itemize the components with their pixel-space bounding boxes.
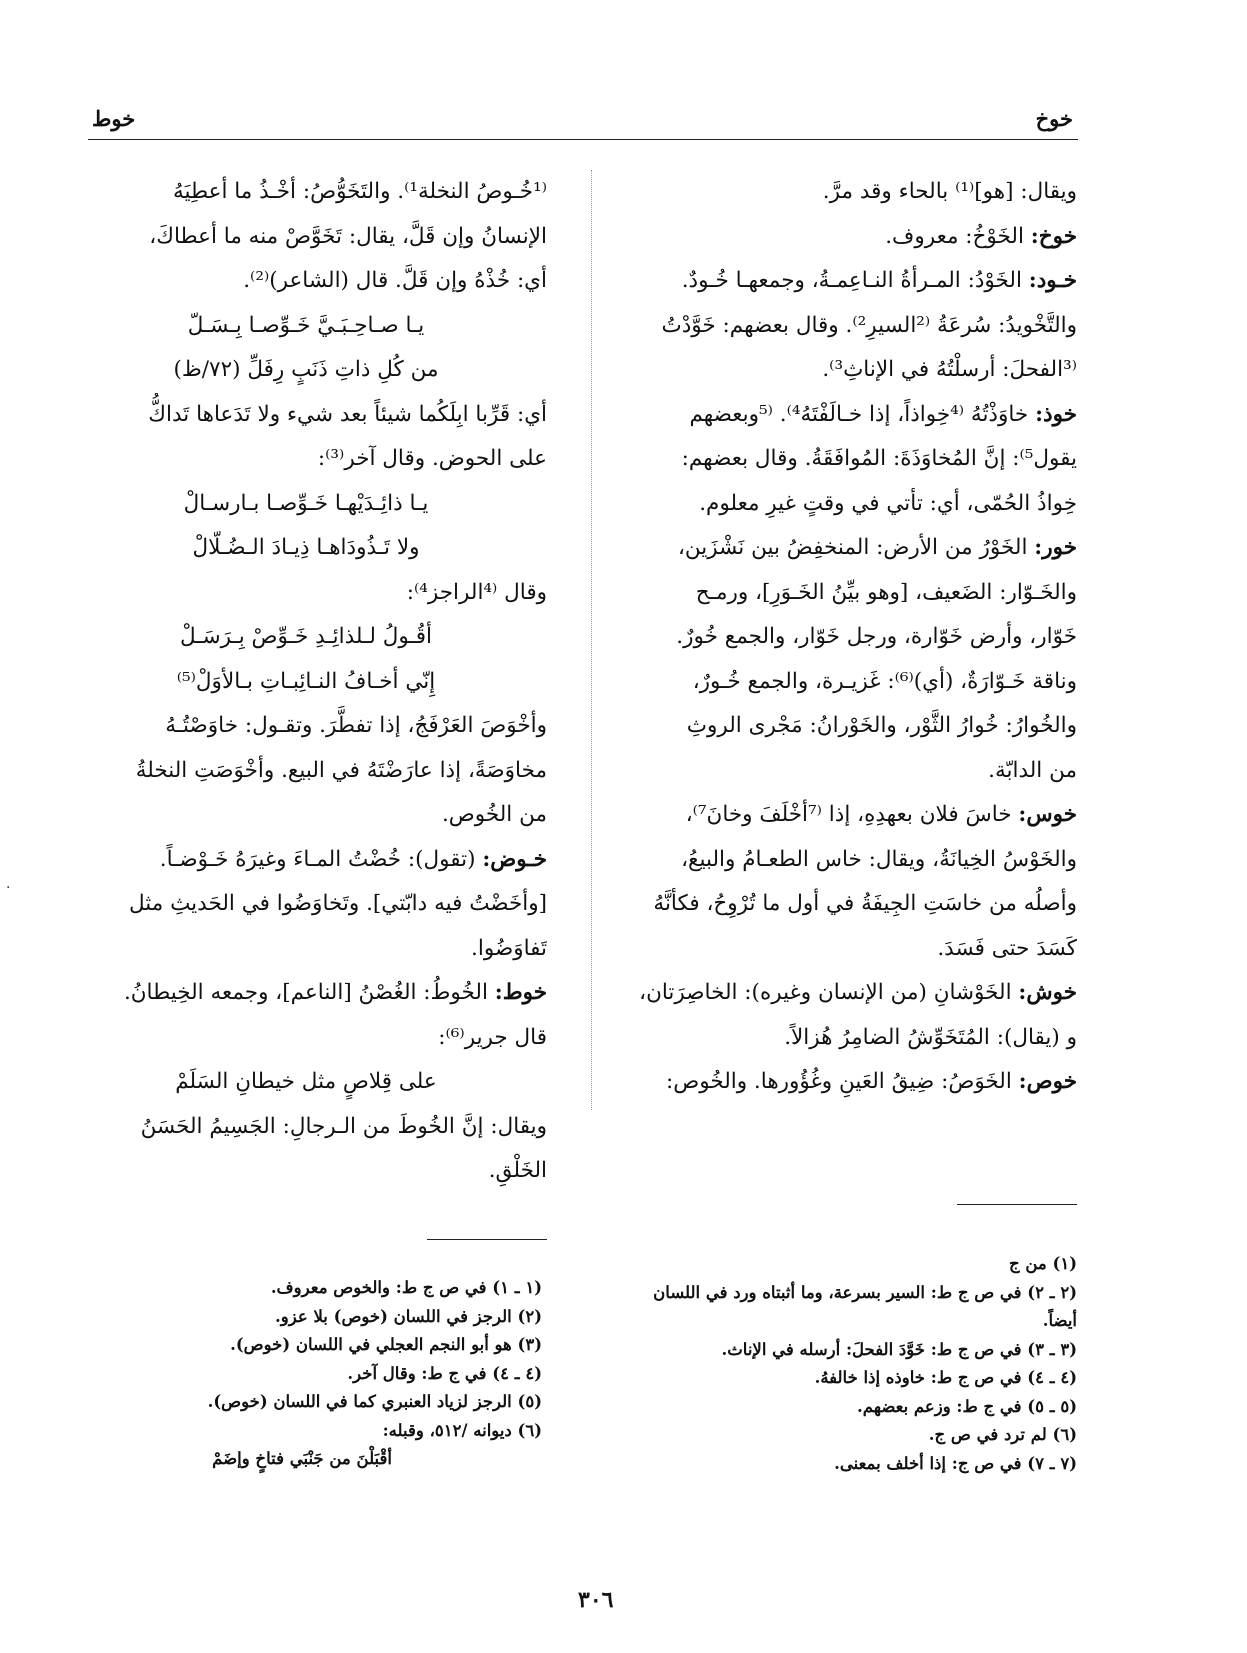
entry-line — [65, 838, 547, 883]
footnote: (٦) لم ترد في ص ج. — [928, 1425, 1077, 1444]
entry-text: والتَّخْويدُ: سُرعَةُ ⁽²السيرِ²⁾. وقال بعضهم: خَوَّدْتُ — [661, 312, 1077, 338]
verse-text: يـا ذائِـدَيْهـا خَـوِّصـا بـارسـالْ — [183, 490, 429, 516]
entry-text: خَوّار، وأرض خَوّارة، ورجل خَوّار، والجمع خُورٌ. — [676, 624, 1077, 649]
entry-line — [604, 971, 1077, 1016]
entry-line — [65, 215, 547, 260]
entry-text: مخاوَصَةً، إذا عارَضْتَهُ في البيع. وأخْوَصَتِ النخلةُ — [135, 757, 547, 783]
entry-line — [604, 660, 1077, 705]
verse-text: أقُـولُ لـلذائِـدِ خَـوِّصْ بِـرَسَـلْ — [179, 624, 432, 649]
entry-text: وأصلُه من خاسَتِ الجِيفَةُ في أول ما تُرْوِحُ، فكأنَّهُ — [653, 891, 1077, 916]
entry-line — [604, 259, 1077, 304]
entry-line — [65, 971, 547, 1016]
entry-line — [65, 437, 547, 482]
verse-line — [65, 660, 547, 705]
page-number: ٣٠٦ — [578, 1587, 614, 1613]
column-divider — [591, 170, 592, 1110]
footnote-rule-right — [957, 1204, 1077, 1205]
entry-line — [604, 1060, 1077, 1105]
verse-text: على قِلاصٍ مثل خيطانِ السَلَمْ — [175, 1069, 437, 1094]
stray-dot: · — [6, 880, 11, 896]
entry-text: الخَلْقِ. — [488, 1158, 547, 1183]
entry-line — [65, 704, 547, 749]
header-rule — [88, 139, 1078, 140]
entry-text: الخَوَصُ: ضِيقُ العَينِ وغُؤُورها. والخُوص: — [665, 1069, 1012, 1094]
entry-headword: خوس: — [1018, 802, 1077, 827]
entry-text: يقول⁵⁾: إنَّ المُخاوَذَةَ: المُوافَقَةُ. وقال بعضهم: — [681, 446, 1077, 471]
right-column — [604, 170, 1077, 1105]
verse-line — [65, 482, 547, 527]
footnote-verse: أقْبَلْنَ من جَنْبَي فتاخٍ وإضَمْ — [212, 1449, 392, 1468]
entry-line — [604, 304, 1077, 349]
entry-text: ⁽¹خُـوصُ النخلة¹⁾. والتَخَوُّصُ: أخْـذُ ما أعطِيَهُ — [172, 179, 547, 204]
entry-headword: خـود: — [1028, 268, 1077, 293]
footnote: (٧ ـ ٧) في ص ج: إذا أخلف بمعنى. — [834, 1453, 1077, 1473]
entry-text: ويقال: [هو]⁽¹⁾ بالحاء وقد مرَّ. — [822, 179, 1077, 204]
entry-line — [604, 615, 1077, 660]
footnote: (٥ ـ ٥) في ج ط: وزعم بعضهم. — [856, 1396, 1077, 1416]
verse-line — [65, 1060, 547, 1105]
entry-line — [65, 927, 547, 972]
entry-line — [604, 793, 1077, 838]
entry-text: خِواذُ الحُمّى، أي: تأتي في وقتٍ غيرِ معلوم. — [699, 490, 1077, 516]
entry-text: وقال ⁽⁴الراجز⁴⁾: — [406, 579, 547, 605]
footnotes-left — [72, 1274, 542, 1474]
entry-line — [604, 704, 1077, 749]
verse-text: من كُلِ ذاتِ ذَنَبٍ رِفَلِّ (٧٢/ظ) — [173, 357, 439, 382]
entry-headword: خوخ: — [1030, 223, 1077, 249]
entry-line — [604, 393, 1077, 438]
entry-line — [604, 882, 1077, 927]
entry-line — [604, 749, 1077, 794]
entry-text: من الخُوص. — [441, 802, 547, 827]
entry-text: [وأخَضْتُ فيه دابّتي]. وتَخاوَضُوا في الحَديثِ مثل — [128, 891, 547, 916]
entry-text: تَفاوَضُوا. — [471, 935, 547, 961]
entry-text: خاوَذْتُهُ ⁽⁴خِواذاً، إذا خـالَفْتَهُ⁴⁾. ⁽⁵وبعضهم — [689, 401, 1029, 427]
entry-text: والخَوْسُ الخِيانَةُ، ويقال: خاس الطعـامُ والبيعُ، — [681, 846, 1077, 872]
entry-text: خاسَ فلان بعهدِهِ، إذا ⁽⁷أخْلَفَ وخانَ⁷⁾، — [685, 802, 1012, 827]
entry-text: من الدابّة. — [988, 757, 1077, 783]
footnote: (٤ ـ ٤) في ج ط: وقال آخر. — [347, 1363, 542, 1383]
entry-line — [65, 1016, 547, 1061]
entry-line — [65, 882, 547, 927]
entry-text: وناقة خَـوّارَةٌ، (أي)⁽⁶⁾: غَزيـرة، والجمع خُـورٌ، — [692, 668, 1077, 694]
entry-line — [604, 1016, 1077, 1061]
footnotes-right — [597, 1250, 1077, 1478]
entry-line — [604, 348, 1077, 393]
footnote: (٣) هو أبو النجم العجلي في اللسان (خوص). — [230, 1335, 542, 1354]
entry-line — [604, 215, 1077, 260]
entry-text: ⁽³الفحلَ: أرسلْتُهُ في الإناثِ³⁾. — [822, 357, 1077, 382]
entry-line — [65, 793, 547, 838]
entry-text: والخَـوّار: الضَعيف، [وهو بيِّنُ الخَـوَرِ]، ورمـح — [695, 579, 1077, 605]
verse-text: يـا صـاحِـبَـيَّ خَـوِّصـا بِـسَـلّ — [187, 312, 425, 338]
entry-text: (تقول): خُضْتُ المـاءَ وغيرَهُ خَـوْضـاً. — [159, 846, 476, 872]
entry-line — [65, 393, 547, 438]
entry-text: الخَوْخُ: معروف. — [885, 223, 1024, 249]
entry-line — [65, 1105, 547, 1150]
entry-line — [65, 571, 547, 616]
entry-text: ويقال: إنَّ الخُوطَ من الـرجالِ: الجَسِيمُ الحَسَنُ — [140, 1113, 547, 1139]
entry-line — [604, 170, 1077, 215]
entry-text: على الحوض. وقال آخر⁽³⁾: — [317, 446, 547, 471]
footnote: (١) من ج — [1008, 1254, 1077, 1273]
footnote: (٢ ـ ٢) في ص ج ط: السير بسرعة، وما أثبتاه ورد في اللسان — [653, 1282, 1077, 1302]
entry-line — [65, 170, 547, 215]
entry-text: و (يقال): المُتَخَوِّشُ الضامِرُ هُزالاً. — [784, 1024, 1077, 1050]
footnote-rule-left — [427, 1239, 547, 1240]
left-column — [65, 170, 547, 1194]
entry-text: الخَوْدُ: المـرأةُ النـاعِمـةُ، وجمعهـا خُـودٌ. — [681, 268, 1022, 293]
footnote: (٣ ـ ٣) في ص ج ط: خَوَّدَ الفحلَ: أرسله في الإناث. — [721, 1339, 1077, 1359]
entry-text: أي: قَرِّبا ابِلَكُما شيئاً بعد شيء ولا تَدَعاها تَداكُّ — [148, 401, 547, 427]
entry-line — [65, 259, 547, 304]
entry-line — [604, 526, 1077, 571]
entry-line — [604, 437, 1077, 482]
entry-text: وأخْوَصَ العَرْفَجُ، إذا تفطَّرَ. وتقـول: خاوَصْتُـهُ — [165, 713, 547, 738]
entry-line — [604, 571, 1077, 616]
entry-line — [604, 838, 1077, 883]
entry-text: قال جرير⁽⁶⁾: — [438, 1024, 547, 1050]
entry-line — [604, 927, 1077, 972]
verse-text: إِنّي أخـافُ النـائِبـاتِ بـالأوَلْ⁽⁵⁾ — [176, 668, 436, 694]
entry-text: الخَوْرُ من الأرض: المنخفِضُ بين نَشْزَين، — [677, 535, 1028, 560]
entry-headword: خـوض: — [482, 846, 547, 872]
entry-text: الخُوطُ: الغُصْنُ [الناعم]، وجمعه الخِيطانُ. — [123, 980, 488, 1005]
verse-text: ولا تَـذُودَاهـا ذِيـادَ الـضُـلّالْ — [192, 535, 420, 560]
footnote: (١ ـ ١) في ص ج ط: والخوص معروف. — [270, 1278, 542, 1297]
running-header-right: خوخ — [1035, 106, 1073, 131]
verse-line — [65, 615, 547, 660]
verse-line — [65, 304, 547, 349]
footnote: (٦) ديوانه /٥١٢، وقبله: — [382, 1420, 542, 1440]
verse-line — [65, 526, 547, 571]
footnote: (٤ ـ ٤) في ص ج ط: خاوذه إذا خالفهُ. — [814, 1368, 1077, 1387]
entry-text: أي: خُذْهُ وإن قَلَّ. قال (الشاعر)⁽²⁾. — [243, 268, 547, 293]
entry-text: كَسَدَ حتى فَسَدَ. — [937, 935, 1077, 961]
entry-headword: خوذ: — [1035, 401, 1077, 427]
verse-line — [65, 348, 547, 393]
footnote: أيضاً. — [1042, 1311, 1077, 1330]
running-header-left: خوط — [92, 106, 136, 131]
entry-text: الخَوْشانِ (من الإنسان وغيره): الخاصِرَتان، — [639, 980, 1012, 1005]
entry-headword: خوط: — [494, 980, 547, 1005]
entry-headword: خوص: — [1018, 1069, 1077, 1094]
footnote: (٢) الرجز في اللسان (خوص) بلا عزو. — [275, 1306, 542, 1326]
entry-headword: خوش: — [1018, 980, 1077, 1005]
entry-line — [65, 1149, 547, 1194]
entry-text: والخُوارُ: خُوارُ الثَّوْر، والخَوْرانُ: مَجْرى الروثِ — [686, 713, 1077, 738]
entry-headword: خور: — [1034, 535, 1077, 560]
footnote: (٥) الرجز لزياد العنبري كما في اللسان (خوص). — [207, 1392, 542, 1411]
entry-line — [65, 749, 547, 794]
entry-line — [604, 482, 1077, 527]
entry-text: الإنسانُ وإن قَلَّ، يقال: تَخَوَّصْ منه ما أعطاكَ، — [149, 223, 547, 249]
